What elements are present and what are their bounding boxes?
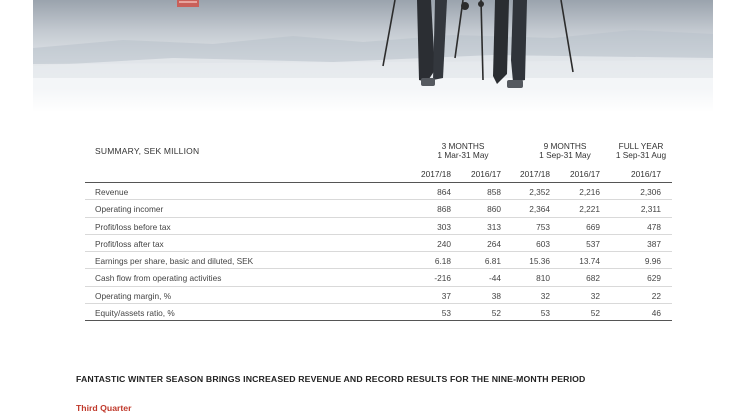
cell: 6.81 <box>484 256 501 267</box>
cell: 669 <box>586 221 600 232</box>
hero-image <box>33 0 713 112</box>
row-label: Revenue <box>95 187 129 197</box>
table-row <box>85 304 672 321</box>
section-title: Third Quarter <box>76 403 132 413</box>
cell: 2,364 <box>529 204 550 215</box>
cell: 2,221 <box>579 204 600 215</box>
table-row <box>85 183 672 200</box>
cell: -44 <box>489 273 501 284</box>
cell: 2,216 <box>579 187 600 197</box>
table-row <box>85 200 672 217</box>
cell: 264 <box>487 238 501 249</box>
cell: 15.36 <box>529 256 550 267</box>
year-header: 2016/17 <box>471 169 501 179</box>
cell: 864 <box>437 187 451 197</box>
group-header-3-months: 3 MONTHS 1 Mar-31 May <box>437 141 489 160</box>
row-label: Equity/assets ratio, % <box>95 308 175 319</box>
row-label: Operating incomer <box>95 204 164 215</box>
cell: 682 <box>586 273 600 284</box>
cell: 52 <box>491 308 501 319</box>
cell: 6.18 <box>434 256 451 267</box>
year-header: 2016/17 <box>631 169 661 179</box>
cell: 32 <box>540 290 550 301</box>
cell: 53 <box>441 308 451 319</box>
year-header: 2017/18 <box>520 169 550 179</box>
row-label: Earnings per share, basic and diluted, SEK <box>95 256 254 267</box>
table-row <box>85 287 672 304</box>
cell: 860 <box>487 204 501 215</box>
cell: 13.74 <box>579 256 600 267</box>
cell: 810 <box>536 273 550 284</box>
table-row <box>85 252 672 269</box>
cell: 53 <box>540 308 550 319</box>
cell: 32 <box>590 290 600 301</box>
cell: 2,352 <box>529 187 550 197</box>
cell: 38 <box>491 290 501 301</box>
cell: 2,306 <box>640 187 661 197</box>
table-row <box>85 218 672 235</box>
table-body <box>85 183 672 321</box>
headline: FANTASTIC WINTER SEASON BRINGS INCREASED REVENUE AND RECORD RESULTS FOR THE NINE-MONTH PERIOD <box>76 374 586 384</box>
cell: 22 <box>651 290 661 301</box>
cell: 9.96 <box>644 256 661 267</box>
row-label: Cash flow from operating activities <box>95 273 222 284</box>
cell: 303 <box>437 221 451 232</box>
year-header: 2017/18 <box>421 169 451 179</box>
cell: 37 <box>441 290 451 301</box>
cell: 240 <box>437 238 451 249</box>
row-label: Operating margin, % <box>95 290 172 301</box>
cell: 313 <box>487 221 501 232</box>
cell: 478 <box>647 221 661 232</box>
cell: 537 <box>586 238 600 249</box>
cell: 2,311 <box>640 204 661 215</box>
cell: 387 <box>647 238 661 249</box>
table-row <box>85 235 672 252</box>
year-header: 2016/17 <box>570 169 600 179</box>
cell: 46 <box>651 308 661 319</box>
cell: 629 <box>647 273 661 284</box>
table-row <box>85 269 672 286</box>
cell: 753 <box>536 221 550 232</box>
cell: -216 <box>434 273 451 284</box>
table-title: SUMMARY, SEK MILLION <box>95 146 200 156</box>
cell: 603 <box>536 238 550 249</box>
group-header-full-year: FULL YEAR 1 Sep-31 Aug <box>615 141 667 160</box>
cell: 52 <box>590 308 600 319</box>
cell: 868 <box>437 204 451 215</box>
cell: 858 <box>487 187 501 197</box>
row-label: Profit/loss after tax <box>95 238 164 249</box>
group-header-9-months: 9 MONTHS 1 Sep-31 May <box>539 141 591 160</box>
row-label: Profit/loss before tax <box>95 221 171 232</box>
